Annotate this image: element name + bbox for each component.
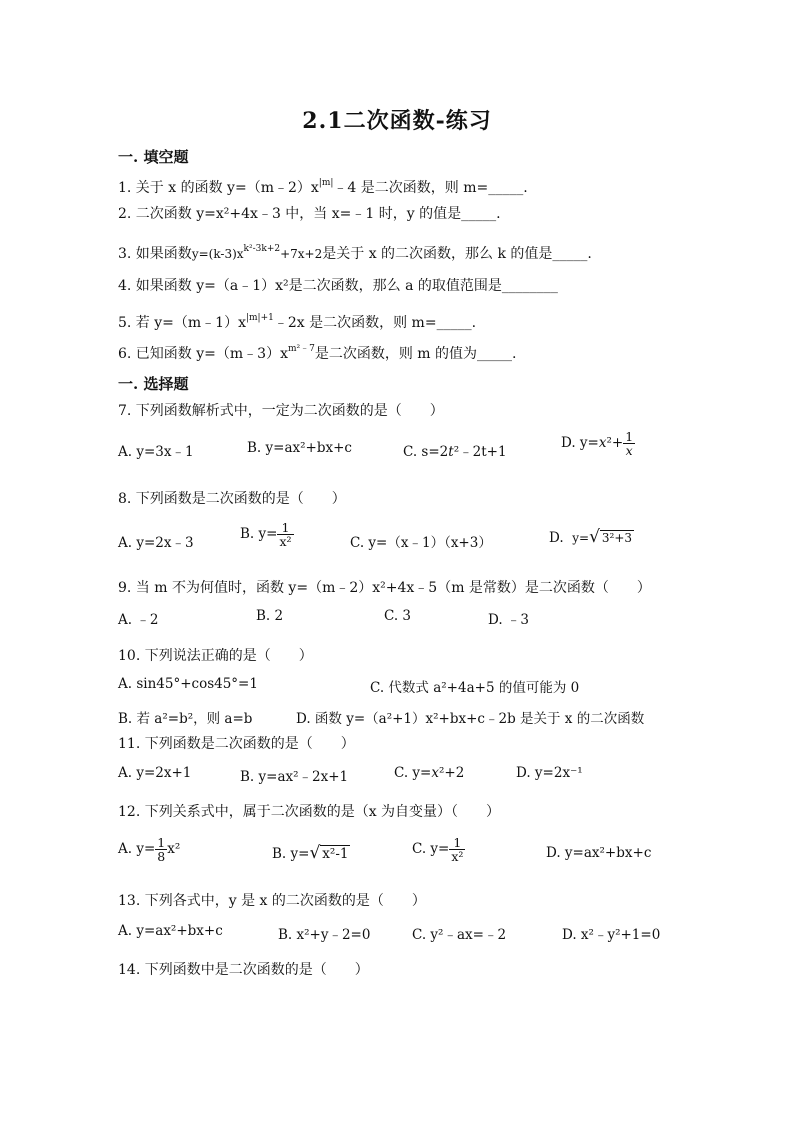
- q7-c-text-end: ²﹣2t+1: [453, 444, 507, 460]
- q8-d-label: D.: [549, 530, 564, 546]
- q11-option-d: D. y=2x⁻¹: [516, 765, 583, 781]
- q9-option-c: C. 3: [384, 608, 412, 624]
- q1-text: 1. 关于 x 的函数 y=（m﹣2）x: [118, 180, 319, 196]
- q12-a-numerator: 1: [157, 835, 166, 850]
- q11-option-a: A. y=2x+1: [118, 765, 192, 781]
- question-12: 12. 下列关系式中，属于二次函数的是（x 为自变量）（ ）: [118, 804, 501, 820]
- q12-c-denominator: x²: [451, 849, 464, 865]
- q5-text: 5. 若 y=（m﹣1）x: [118, 315, 246, 331]
- q7-c-var: t: [448, 444, 454, 460]
- q8-d-radicand: 3²+3: [601, 531, 633, 545]
- question-13: 13. 下列各式中，y 是 x 的二次函数的是（ ）: [118, 893, 426, 909]
- q8-b-text: B. y=: [240, 526, 278, 543]
- q7-option-d: [561, 430, 635, 457]
- q7-d-mid: ²+: [606, 435, 624, 452]
- q13-option-a: A. y=ax²+bx+c: [118, 923, 223, 939]
- q9-option-a: A. ﹣2: [118, 612, 159, 628]
- sqrt-icon: √: [309, 843, 321, 863]
- q7-option-c: [403, 440, 507, 460]
- page-title: 2.1二次函数-练习: [302, 108, 492, 134]
- q10-option-a: A. sin45°+cos45°=1: [118, 676, 258, 692]
- q8-option-b: [240, 521, 294, 548]
- q12-a-denominator: 8: [157, 849, 166, 865]
- q12-option-c: [412, 836, 465, 863]
- q8-b-fraction: [277, 521, 293, 548]
- section-fill-in-blank: 一. 填空题: [118, 148, 189, 166]
- q6-text: 6. 已知函数 y=（m﹣3）x: [118, 346, 288, 362]
- q12-a-fraction: [155, 836, 167, 863]
- question-11: 11. 下列函数是二次函数的是（ ）: [118, 736, 355, 752]
- q9-option-b: B. 2: [256, 608, 284, 624]
- q12-c-fraction: [449, 836, 465, 863]
- q8-option-a: A. y=2x﹣3: [118, 535, 194, 551]
- q3-function-b: +7x+2: [280, 247, 323, 261]
- q8-d-function: y=: [572, 531, 590, 545]
- q9-option-d: D. ﹣3: [488, 612, 530, 628]
- q5-exponent: |m|+1: [245, 313, 274, 323]
- q1-text-end: ﹣4 是二次函数，则 m=_____.: [333, 180, 528, 196]
- question-2: 2. 二次函数 y=x²+4x﹣3 中，当 x=﹣1 时，y 的值是_____.: [118, 206, 501, 222]
- question-1: [118, 177, 528, 197]
- q12-option-d: D. y=ax²+bx+c: [546, 845, 652, 861]
- q11-option-c: [394, 765, 464, 781]
- q12-option-a: [118, 836, 180, 863]
- q13-option-c: C. y²﹣ax=﹣2: [412, 927, 507, 943]
- q12-c-text: C. y=: [412, 841, 450, 858]
- question-9: 9. 当 m 不为何值时，函数 y=（m﹣2）x²+4x﹣5（m 是常数）是二次函数（ ）: [118, 580, 651, 596]
- q12-c-numerator: 1: [449, 836, 465, 850]
- q8-b-denominator: x²: [279, 534, 292, 550]
- question-5: [118, 312, 476, 332]
- question-4: 4. 如果函数 y=（a﹣1）x²是二次函数，那么 a 的取值范围是________: [118, 278, 558, 294]
- q5-text-end: ﹣2x 是二次函数，则 m=_____.: [273, 315, 477, 331]
- q12-b-text: B. y=: [272, 846, 310, 862]
- q12-option-b: [272, 843, 350, 863]
- question-3: [118, 243, 592, 263]
- q12-a-text-end: x²: [167, 841, 181, 858]
- q3-text: 3. 如果函数: [118, 246, 192, 262]
- q11-option-b: B. y=ax²﹣2x+1: [240, 769, 349, 785]
- q7-d-fraction: [623, 430, 635, 457]
- q1-exponent: |m|: [318, 178, 334, 188]
- q6-text-end: 是二次函数，则 m 的值为_____.: [314, 346, 517, 362]
- q13-option-d: D. x²﹣y²+1=0: [562, 927, 661, 943]
- q10-option-c: C. 代数式 a²+4a+5 的值可能为 0: [370, 680, 580, 696]
- q3-function-a: y=(k-3)x: [191, 247, 244, 261]
- question-14: 14. 下列函数中是二次函数的是（ ）: [118, 962, 369, 978]
- q7-option-b: B. y=ax²+bx+c: [247, 440, 352, 456]
- q10-option-b: B. 若 a²=b²，则 a=b: [118, 711, 253, 727]
- q12-a-text: A. y=: [118, 841, 156, 858]
- q7-d-var: x: [598, 435, 607, 452]
- q8-option-d: [549, 527, 634, 547]
- q12-b-radicand: x²-1: [322, 846, 349, 862]
- q7-c-text: C. s=2: [403, 444, 449, 460]
- q11-c-text: C. y=: [394, 765, 432, 781]
- q8-b-numerator: 1: [277, 521, 293, 535]
- q6-exponent: m²﹣7: [287, 344, 315, 354]
- q8-option-c: C. y=（x﹣1）（x+3）: [350, 535, 492, 551]
- q7-d-numerator: 1: [625, 429, 634, 444]
- q11-c-text-end: ²+2: [439, 765, 465, 781]
- question-6: [118, 343, 517, 363]
- question-7: 7. 下列函数解析式中，一定为二次函数的是（ ）: [118, 403, 444, 419]
- q10-option-d: D. 函数 y=（a²+1）x²+bx+c﹣2b 是关于 x 的二次函数: [296, 711, 645, 727]
- q7-d-denominator: x: [625, 443, 633, 459]
- question-8: 8. 下列函数是二次函数的是（ ）: [118, 491, 346, 507]
- q7-d-text: D. y=: [561, 435, 599, 452]
- section-multiple-choice: 一. 选择题: [118, 375, 189, 393]
- question-10: 10. 下列说法正确的是（ ）: [118, 648, 313, 664]
- sqrt-icon: √: [589, 527, 600, 547]
- q11-c-var: x: [431, 765, 439, 781]
- q3-exponent: k²-3k+2: [243, 244, 281, 254]
- q13-option-b: B. x²+y﹣2=0: [278, 927, 371, 943]
- q3-text-end: 是关于 x 的二次函数，那么 k 的值是_____.: [322, 246, 592, 262]
- q7-option-a: A. y=3x﹣1: [118, 444, 194, 460]
